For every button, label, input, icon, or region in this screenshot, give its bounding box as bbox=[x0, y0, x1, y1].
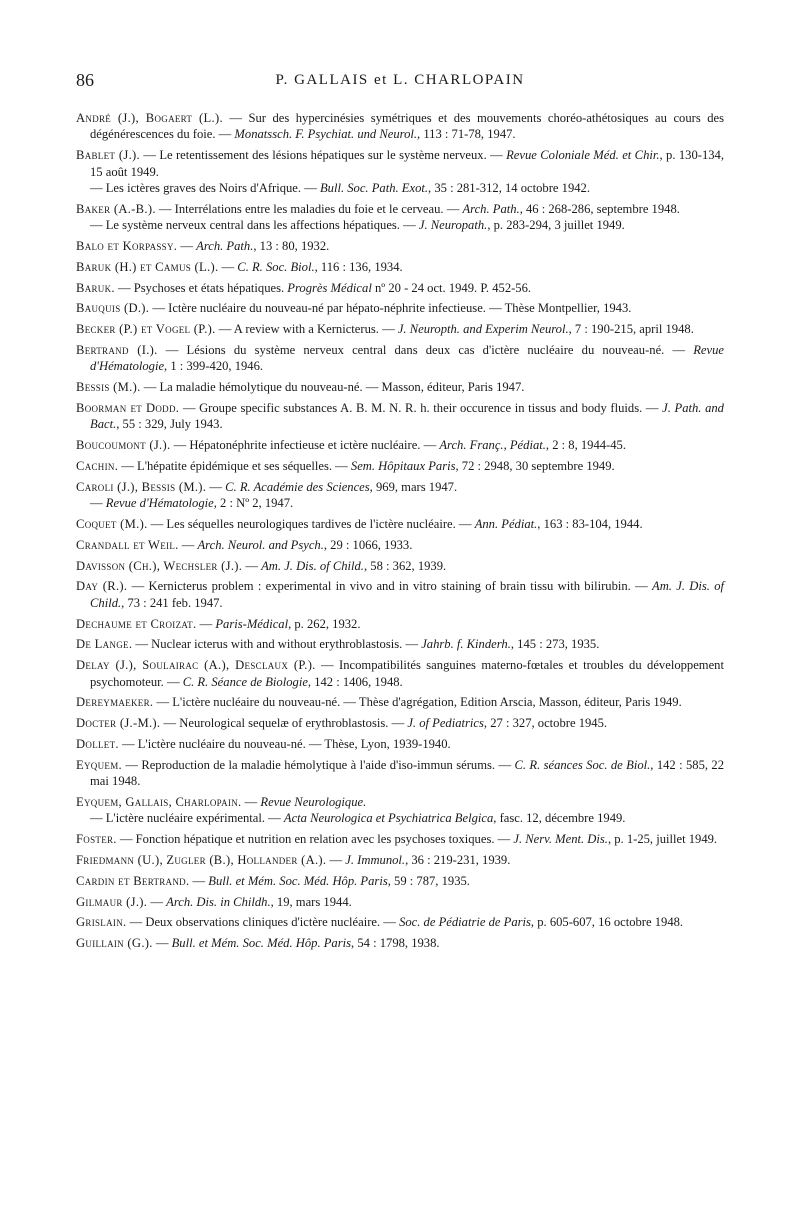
reference-citation: , 113 : 71-78, 1947. bbox=[417, 127, 516, 142]
reference-citation: , 1 : 399-420, 1946. bbox=[164, 359, 264, 374]
reference-authors: Balo et Korpassy. bbox=[76, 239, 178, 254]
reference-title: — Psychoses et états hépatiques. bbox=[114, 280, 288, 295]
reference-citation: , 72 : 2948, 30 septembre 1949. bbox=[455, 459, 615, 473]
reference-entry bbox=[76, 458, 724, 474]
reference-title: — Reproduction de la maladie hémolytique à l'aide d'iso-immun sérums. — bbox=[121, 757, 515, 772]
reference-line bbox=[76, 280, 724, 296]
reference-line bbox=[76, 110, 725, 143]
reference-citation: , p. 283-294, 3 juillet 1949. bbox=[487, 218, 625, 233]
reference-entry bbox=[76, 516, 724, 532]
reference-title: — bbox=[178, 537, 198, 552]
reference-line bbox=[76, 147, 725, 180]
reference-journal: Revue Neurologique. bbox=[260, 794, 367, 809]
reference-entry bbox=[76, 831, 724, 847]
reference-line bbox=[76, 715, 724, 731]
reference-title: — bbox=[206, 479, 226, 494]
reference-line bbox=[76, 694, 724, 710]
reference-title: — L'ictère nucléaire expérimental. — bbox=[90, 811, 284, 826]
reference-title: — Hépatonéphrite infectieuse et ictère nucléaire. — bbox=[170, 438, 440, 453]
reference-authors: De Lange. bbox=[76, 637, 133, 652]
reference-authors: Baruk. bbox=[76, 280, 115, 295]
reference-citation: , 29 : 1066, 1933. bbox=[323, 537, 413, 552]
reference-line bbox=[76, 894, 724, 910]
reference-entry bbox=[76, 300, 724, 316]
reference-line bbox=[76, 935, 724, 951]
reference-entry bbox=[76, 379, 724, 395]
reference-title: — Le retentissement des lésions hépatiques sur le système nerveux. — bbox=[139, 148, 507, 163]
reference-entry bbox=[76, 280, 724, 296]
reference-journal: Progrès Médical bbox=[287, 280, 372, 295]
reference-title: — bbox=[152, 936, 172, 951]
reference-authors: Boucoumont (J.). bbox=[76, 438, 171, 453]
reference-authors: André (J.), Bogaert (L.). bbox=[76, 111, 223, 125]
reference-entry bbox=[76, 578, 724, 611]
reference-journal: C. R. séances Soc. de Biol. bbox=[514, 757, 651, 772]
reference-title: — bbox=[218, 259, 238, 274]
reference-title: — bbox=[241, 794, 261, 809]
reference-entry bbox=[76, 342, 724, 375]
reference-line bbox=[76, 757, 724, 790]
reference-citation: , 59 : 787, 1935. bbox=[387, 873, 470, 888]
reference-journal: Revue Coloniale Méd. et Chir. bbox=[506, 148, 660, 163]
reference-authors: Becker (P.) et Vogel (P.). bbox=[76, 322, 216, 337]
reference-entry bbox=[76, 736, 724, 752]
reference-entry bbox=[76, 110, 724, 143]
reference-title: — bbox=[177, 239, 197, 254]
reference-citation: , 2 : Nº 2, 1947. bbox=[213, 496, 294, 511]
reference-citation: , 142 : 585, 22 mai 1948. bbox=[90, 757, 724, 789]
reference-journal: Monatssch. F. Psychiat. und Neurol. bbox=[234, 127, 418, 142]
reference-line bbox=[76, 914, 724, 930]
reference-citation: , 2 : 8, 1944-45. bbox=[545, 438, 626, 453]
page-number: 86 bbox=[76, 70, 94, 90]
reference-line bbox=[76, 201, 724, 217]
reference-title: — bbox=[90, 496, 106, 511]
reference-line bbox=[76, 259, 724, 275]
reference-journal: Soc. de Pédiatrie de Paris bbox=[399, 915, 531, 930]
reference-line bbox=[76, 873, 724, 889]
reference-title: — Sur des hypercinésies symétriques et des mouvements choréo-athétosiques au cours des dégénérescences du foie. — bbox=[90, 111, 725, 142]
reference-journal: J. Path. and Bact. bbox=[90, 401, 724, 432]
reference-journal: Revue d'Hématologie bbox=[105, 496, 214, 511]
reference-entry bbox=[76, 852, 724, 868]
reference-journal: Arch. Franç., Pédiat. bbox=[439, 438, 546, 453]
reference-list bbox=[76, 110, 724, 956]
reference-authors: Coquet (M.). bbox=[76, 517, 148, 531]
reference-entry bbox=[76, 694, 724, 710]
reference-journal: Ann. Pédiat. bbox=[474, 517, 538, 531]
reference-journal: Am. J. Dis. of Child. bbox=[90, 579, 725, 610]
reference-line bbox=[76, 657, 724, 690]
reference-entry bbox=[76, 757, 724, 790]
reference-entry bbox=[76, 537, 724, 553]
reference-title: — Ictère nucléaire du nouveau-né par hépato-néphrite infectieuse. — Thèse Montpellier, 1943. bbox=[149, 301, 632, 316]
reference-authors: Eyquem. bbox=[76, 757, 122, 772]
reference-journal: C. R. Soc. Biol. bbox=[237, 259, 315, 274]
reference-line bbox=[76, 852, 724, 868]
reference-citation: , p. 262, 1932. bbox=[288, 616, 361, 631]
reference-authors: Dereymaeker. bbox=[76, 695, 154, 710]
reference-citation: , fasc. 12, décembre 1949. bbox=[493, 811, 626, 826]
reference-journal: C. R. Académie des Sciences bbox=[225, 479, 370, 494]
reference-entry bbox=[76, 259, 724, 275]
reference-title: — Interrélations entre les maladies du foie et le cerveau. — bbox=[155, 201, 463, 216]
reference-journal: Arch. Dis. in Childh. bbox=[166, 894, 271, 909]
reference-authors: Friedmann (U.), Zugler (B.), Hollander (A.). bbox=[76, 852, 327, 867]
reference-journal: Am. J. Dis. of Child. bbox=[261, 558, 364, 573]
reference-subline bbox=[90, 810, 724, 826]
reference-title: — Fonction hépatique et nutrition en relation avec les psychoses toxiques. — bbox=[116, 832, 514, 847]
reference-journal: Sem. Hôpitaux Paris bbox=[350, 459, 456, 473]
reference-line bbox=[76, 300, 724, 316]
reference-line bbox=[76, 794, 724, 810]
reference-line bbox=[76, 616, 724, 632]
reference-title: — Incompatibilités sanguines materno-fœtales et troubles du développement psychomoteur. — bbox=[90, 658, 724, 689]
reference-citation: , 46 : 268-286, septembre 1948. bbox=[519, 201, 680, 216]
reference-entry bbox=[76, 914, 724, 930]
reference-entry bbox=[76, 147, 724, 196]
reference-citation: , 58 : 362, 1939. bbox=[363, 558, 447, 573]
reference-journal: J. Neuropath. bbox=[418, 218, 488, 233]
reference-citation: , 163 : 83-104, 1944. bbox=[537, 517, 643, 531]
reference-citation: , 969, mars 1947. bbox=[369, 479, 458, 494]
reference-title: — A review with a Kernicterus. — bbox=[215, 322, 398, 337]
reference-entry bbox=[76, 201, 724, 234]
reference-line bbox=[76, 342, 724, 375]
reference-journal: Revue d'Hématologie bbox=[90, 343, 724, 374]
reference-entry bbox=[76, 794, 724, 827]
reference-journal: Bull. et Mém. Soc. Méd. Hôp. Paris bbox=[171, 936, 352, 951]
reference-title: — Kernicterus problem : experimental in vivo and in vitro staining of brain tissu with bilirubin. — bbox=[127, 579, 653, 594]
reference-entry bbox=[76, 873, 724, 889]
reference-journal: J. of Pediatrics bbox=[407, 716, 484, 731]
reference-citation: , 55 : 329, July 1943. bbox=[116, 417, 223, 432]
reference-authors: Docter (J.-M.). bbox=[76, 716, 161, 731]
reference-citation: , 35 : 281-312, 14 octobre 1942. bbox=[428, 181, 590, 196]
reference-entry bbox=[76, 558, 724, 574]
reference-title: — L'ictère nucléaire du nouveau-né. — Thèse d'agrégation, Edition Arscia, Masson, éditeur, Paris 1949. bbox=[153, 695, 682, 710]
reference-authors: Dechaume et Croizat. bbox=[76, 616, 197, 631]
reference-line bbox=[76, 400, 724, 433]
reference-citation: , 27 : 327, octobre 1945. bbox=[483, 716, 608, 731]
reference-authors: Cachin. bbox=[76, 459, 119, 473]
reference-line bbox=[76, 516, 724, 532]
reference-subline bbox=[90, 180, 724, 196]
reference-authors: Baker (A.-B.). bbox=[76, 201, 156, 216]
reference-citation: nº 20 - 24 oct. 1949. P. 452-56. bbox=[371, 280, 532, 295]
reference-journal: Acta Neurologica et Psychiatrica Belgica bbox=[283, 811, 494, 826]
reference-entry bbox=[76, 479, 724, 512]
reference-subline bbox=[90, 217, 724, 233]
reference-line bbox=[76, 437, 724, 453]
reference-citation: , 19, mars 1944. bbox=[270, 894, 352, 909]
reference-entry bbox=[76, 935, 724, 951]
reference-entry bbox=[76, 238, 724, 254]
reference-journal: Paris-Médical bbox=[215, 616, 289, 631]
reference-authors: Day (R.). bbox=[76, 579, 128, 594]
reference-title: — L'ictère nucléaire du nouveau-né. — Thèse, Lyon, 1939-1940. bbox=[118, 736, 451, 751]
reference-title: — bbox=[326, 852, 346, 867]
reference-title: — bbox=[189, 873, 209, 888]
reference-authors: Grislain. bbox=[76, 915, 127, 930]
reference-line bbox=[76, 558, 724, 574]
reference-citation: , p. 130-134, 15 août 1949. bbox=[90, 148, 725, 179]
reference-entry bbox=[76, 657, 724, 690]
reference-subline bbox=[90, 495, 724, 511]
reference-authors: Guillain (G.). bbox=[76, 936, 153, 951]
reference-entry bbox=[76, 321, 724, 337]
reference-journal: J. Nerv. Ment. Dis. bbox=[513, 832, 608, 847]
reference-journal: C. R. Séance de Biologie bbox=[182, 674, 308, 689]
reference-authors: Boorman et Dodd. bbox=[76, 401, 180, 415]
reference-entry bbox=[76, 715, 724, 731]
reference-authors: Davisson (Ch.), Wechsler (J.). bbox=[76, 558, 243, 573]
reference-authors: Cardin et Bertrand. bbox=[76, 873, 190, 888]
reference-citation: , p. 1-25, juillet 1949. bbox=[607, 832, 718, 847]
reference-authors: Eyquem, Gallais, Charlopain. bbox=[76, 794, 242, 809]
reference-authors: Foster. bbox=[76, 832, 117, 847]
reference-line bbox=[76, 238, 724, 254]
reference-authors: Bauquis (D.). bbox=[76, 301, 150, 316]
reference-authors: Crandall et Weil. bbox=[76, 537, 179, 552]
reference-line bbox=[76, 736, 724, 752]
reference-title: — Les ictères graves des Noirs d'Afrique. — bbox=[90, 181, 320, 196]
reference-entry bbox=[76, 894, 724, 910]
reference-journal: Jahrb. f. Kinderh. bbox=[421, 637, 511, 652]
reference-line bbox=[76, 379, 724, 395]
reference-journal: Arch. Path. bbox=[462, 201, 520, 216]
reference-line bbox=[76, 831, 724, 847]
reference-line bbox=[76, 537, 724, 553]
reference-citation: , 145 : 273, 1935. bbox=[510, 637, 600, 652]
reference-line bbox=[76, 479, 724, 495]
running-head: P. GALLAIS et L. CHARLOPAIN bbox=[275, 72, 525, 88]
reference-title: — Deux observations cliniques d'ictère nucléaire. — bbox=[126, 915, 400, 930]
reference-line bbox=[76, 578, 725, 611]
reference-title: — bbox=[196, 616, 216, 631]
reference-title: — Lésions du système nerveux central dans deux cas d'ictère nucléaire du nouveau-né. — bbox=[157, 343, 694, 357]
reference-authors: Caroli (J.), Bessis (M.). bbox=[76, 479, 207, 494]
reference-journal: Bull. et Mém. Soc. Méd. Hôp. Paris bbox=[208, 873, 388, 888]
reference-line bbox=[76, 458, 724, 474]
reference-journal: Bull. Soc. Path. Exot. bbox=[319, 181, 429, 196]
reference-citation: , 7 : 190-215, april 1948. bbox=[568, 322, 694, 337]
page-header bbox=[76, 70, 724, 94]
reference-line bbox=[76, 636, 724, 652]
reference-citation: , 142 : 1406, 1948. bbox=[307, 674, 403, 689]
reference-title: — Neurological sequelæ of erythroblastosis. — bbox=[160, 716, 408, 731]
reference-authors: Bessis (M.). bbox=[76, 380, 141, 395]
reference-title: — bbox=[242, 558, 262, 573]
reference-journal: J. Immunol. bbox=[345, 852, 406, 867]
reference-title: — Groupe specific substances A. B. M. N. R. h. their occurence in tissus and body fluids. — bbox=[179, 401, 663, 415]
reference-citation: , 116 : 136, 1934. bbox=[314, 259, 403, 274]
reference-authors: Bablet (J.). bbox=[76, 148, 140, 163]
reference-title: — bbox=[147, 894, 167, 909]
reference-authors: Delay (J.), Soulairac (A.), Desclaux (P.). bbox=[76, 658, 316, 673]
reference-entry bbox=[76, 400, 724, 433]
reference-title: — Le système nerveux central dans les affections hépatiques. — bbox=[90, 218, 419, 233]
reference-citation: , 73 : 241 feb. 1947. bbox=[121, 595, 223, 610]
reference-citation: , p. 605-607, 16 octobre 1948. bbox=[530, 915, 684, 930]
reference-authors: Baruk (H.) et Camus (L.). bbox=[76, 259, 219, 274]
reference-journal: J. Neuropth. and Experim Neurol. bbox=[397, 322, 569, 337]
reference-journal: Arch. Path. bbox=[196, 239, 254, 254]
reference-title: — L'hépatite épidémique et ses séquelles. — bbox=[118, 459, 351, 473]
reference-line bbox=[76, 321, 724, 337]
reference-journal: Arch. Neurol. and Psych. bbox=[197, 537, 324, 552]
reference-citation: , 54 : 1798, 1938. bbox=[351, 936, 440, 951]
reference-title: — Les séquelles neurologiques tardives de l'ictère nucléaire. — bbox=[147, 517, 475, 531]
reference-citation: , 36 : 219-231, 1939. bbox=[405, 852, 511, 867]
reference-title: — Nuclear icterus with and without erythroblastosis. — bbox=[132, 637, 422, 652]
reference-authors: Dollet. bbox=[76, 736, 119, 751]
reference-authors: Bertrand (I.). bbox=[76, 343, 158, 357]
reference-entry bbox=[76, 437, 724, 453]
reference-citation: , 13 : 80, 1932. bbox=[253, 239, 330, 254]
reference-authors: Gilmaur (J.). bbox=[76, 894, 148, 909]
reference-entry bbox=[76, 636, 724, 652]
reference-entry bbox=[76, 616, 724, 632]
reference-title: — La maladie hémolytique du nouveau-né. — Masson, éditeur, Paris 1947. bbox=[140, 380, 525, 395]
